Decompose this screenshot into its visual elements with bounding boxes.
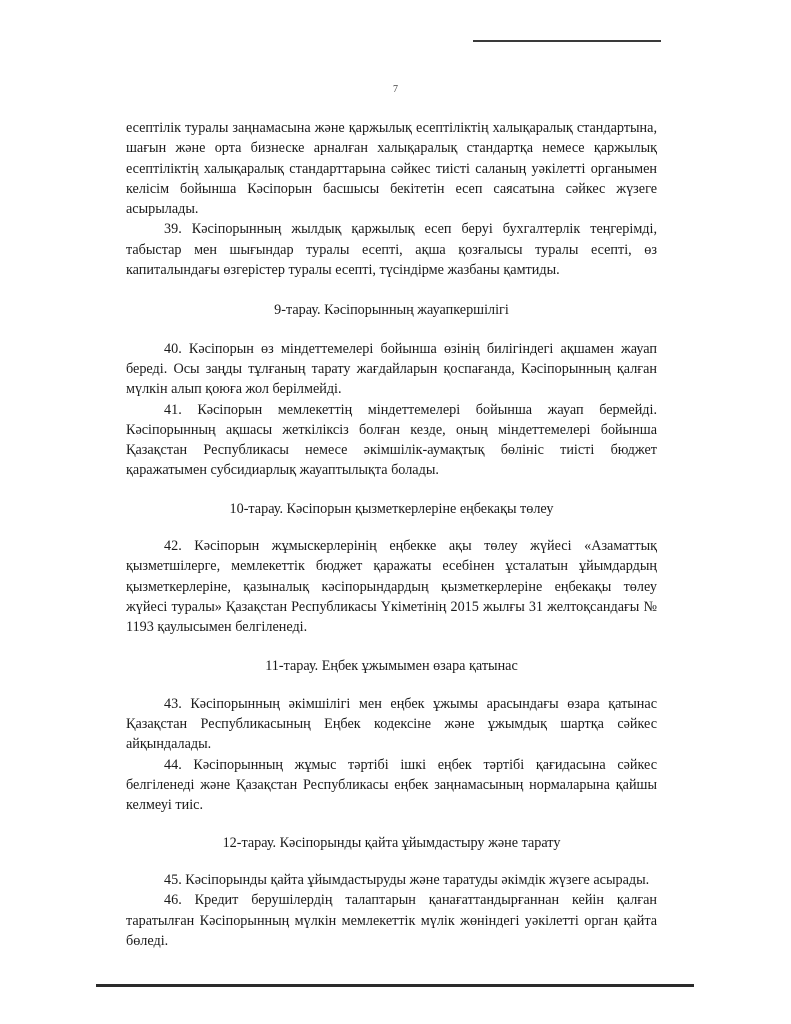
top-rule (473, 40, 661, 42)
chapter-11-heading: 11-тарау. Еңбек ұжымымен өзара қатынас (265, 657, 518, 674)
paragraph-45: 45. Кәсіпорынды қайта ұйымдастыруды және таратуды әкімдік жүзеге асырады. (164, 871, 650, 888)
paragraph-46: 46. Кредит берушілердің талаптарын қанағаттандырғаннан кейін қалған таратылған Кәсіпорынның мүлкін мемлекеттік мүлік жөніндегі уәкілетті орган қайта бөледі. (126, 892, 657, 949)
paragraph-43: 43. Кәсіпорынның әкімшілігі мен еңбек ұжымы арасындағы өзара қатынас Қазақстан Республикасының Еңбек кодексіне және ұжымдық шартқа сәйкес айқындалады. (126, 695, 657, 753)
paragraph-continuation: есептілік туралы заңнамасына және қаржылық есептіліктің халықаралық стандартына, шағын және орта бизнеске арналған халықаралық стандартқа немесе қаржылық есептіліктің халықаралық стандарттарына сәйкес тиісті саланың уәкілетті органымен келісім бойынша Кәсіпорын басшысы бекітетін есеп саясатына сәйкес жүзеге асырылады. (126, 120, 657, 218)
chapter-9-heading: 9-тарау. Кәсіпорынның жауапкершілігі (274, 302, 509, 319)
paragraph-42: 42. Кәсіпорын жұмыскерлерінің еңбекке ақы төлеу жүйесі «Азаматтық қызметшілерге, мемлекеттік бюджет қаражаты есебінен ұсталатын ұйымдардың қызметкерлеріне, қазыналық кәсіпорындардың қызметкерлеріне еңбекақы төлеу жүйесі туралы» Қазақстан Республикасы Үкіметінің 2015 жылғы 31 желтоқсандағы № 1193 қаулысымен белгіленеді. (126, 538, 657, 636)
paragraph-41: 41. Кәсіпорын мемлекеттің міндеттемелері бойынша жауап бермейді. Кәсіпорынның ақшасы жеткіліксіз болған кезде, оның міндеттемелері бойынша Қазақстан Республикасы немесе әкімшілік-аумақтық бөлініс тиісті бюджет қаражатымен субсидиарлық жауаптылықта болады. (126, 401, 657, 479)
paragraph-44: 44. Кәсіпорынның жұмыс тәртібі ішкі еңбек тәртібі қағидасына сәйкес белгіленеді және Қазақстан Республикасы еңбек заңнамасының нормаларына қайшы келмеуі тиіс. (126, 756, 657, 814)
chapter-10-heading: 10-тарау. Кәсіпорын қызметкерлеріне еңбекақы төлеу (229, 500, 554, 517)
paragraph-40: 40. Кәсіпорын өз міндеттемелері бойынша өзінің билігіндегі ақшамен жауап береді. Осы заңды тұлғаның тарату жағдайларын қоспағанда, Кәсіпорынның қалған мүлкін алып қоюға жол берілмейді. (126, 340, 657, 398)
document-body (126, 118, 657, 951)
chapter-12-heading: 12-тарау. Кәсіпорынды қайта ұйымдастыру және тарату (222, 834, 561, 851)
paragraph-39: 39. Кәсіпорынның жылдық қаржылық есеп беруі бухгалтерлік теңгерімді, табыстар мен шығындар туралы есепті, ақша қозғалысы туралы есепті, өз капиталындағы өзгерістер туралы есепті, түсіндірме жазбаны қамтиды. (126, 221, 657, 279)
page-number: 7 (393, 84, 398, 95)
bottom-rule (96, 984, 694, 987)
